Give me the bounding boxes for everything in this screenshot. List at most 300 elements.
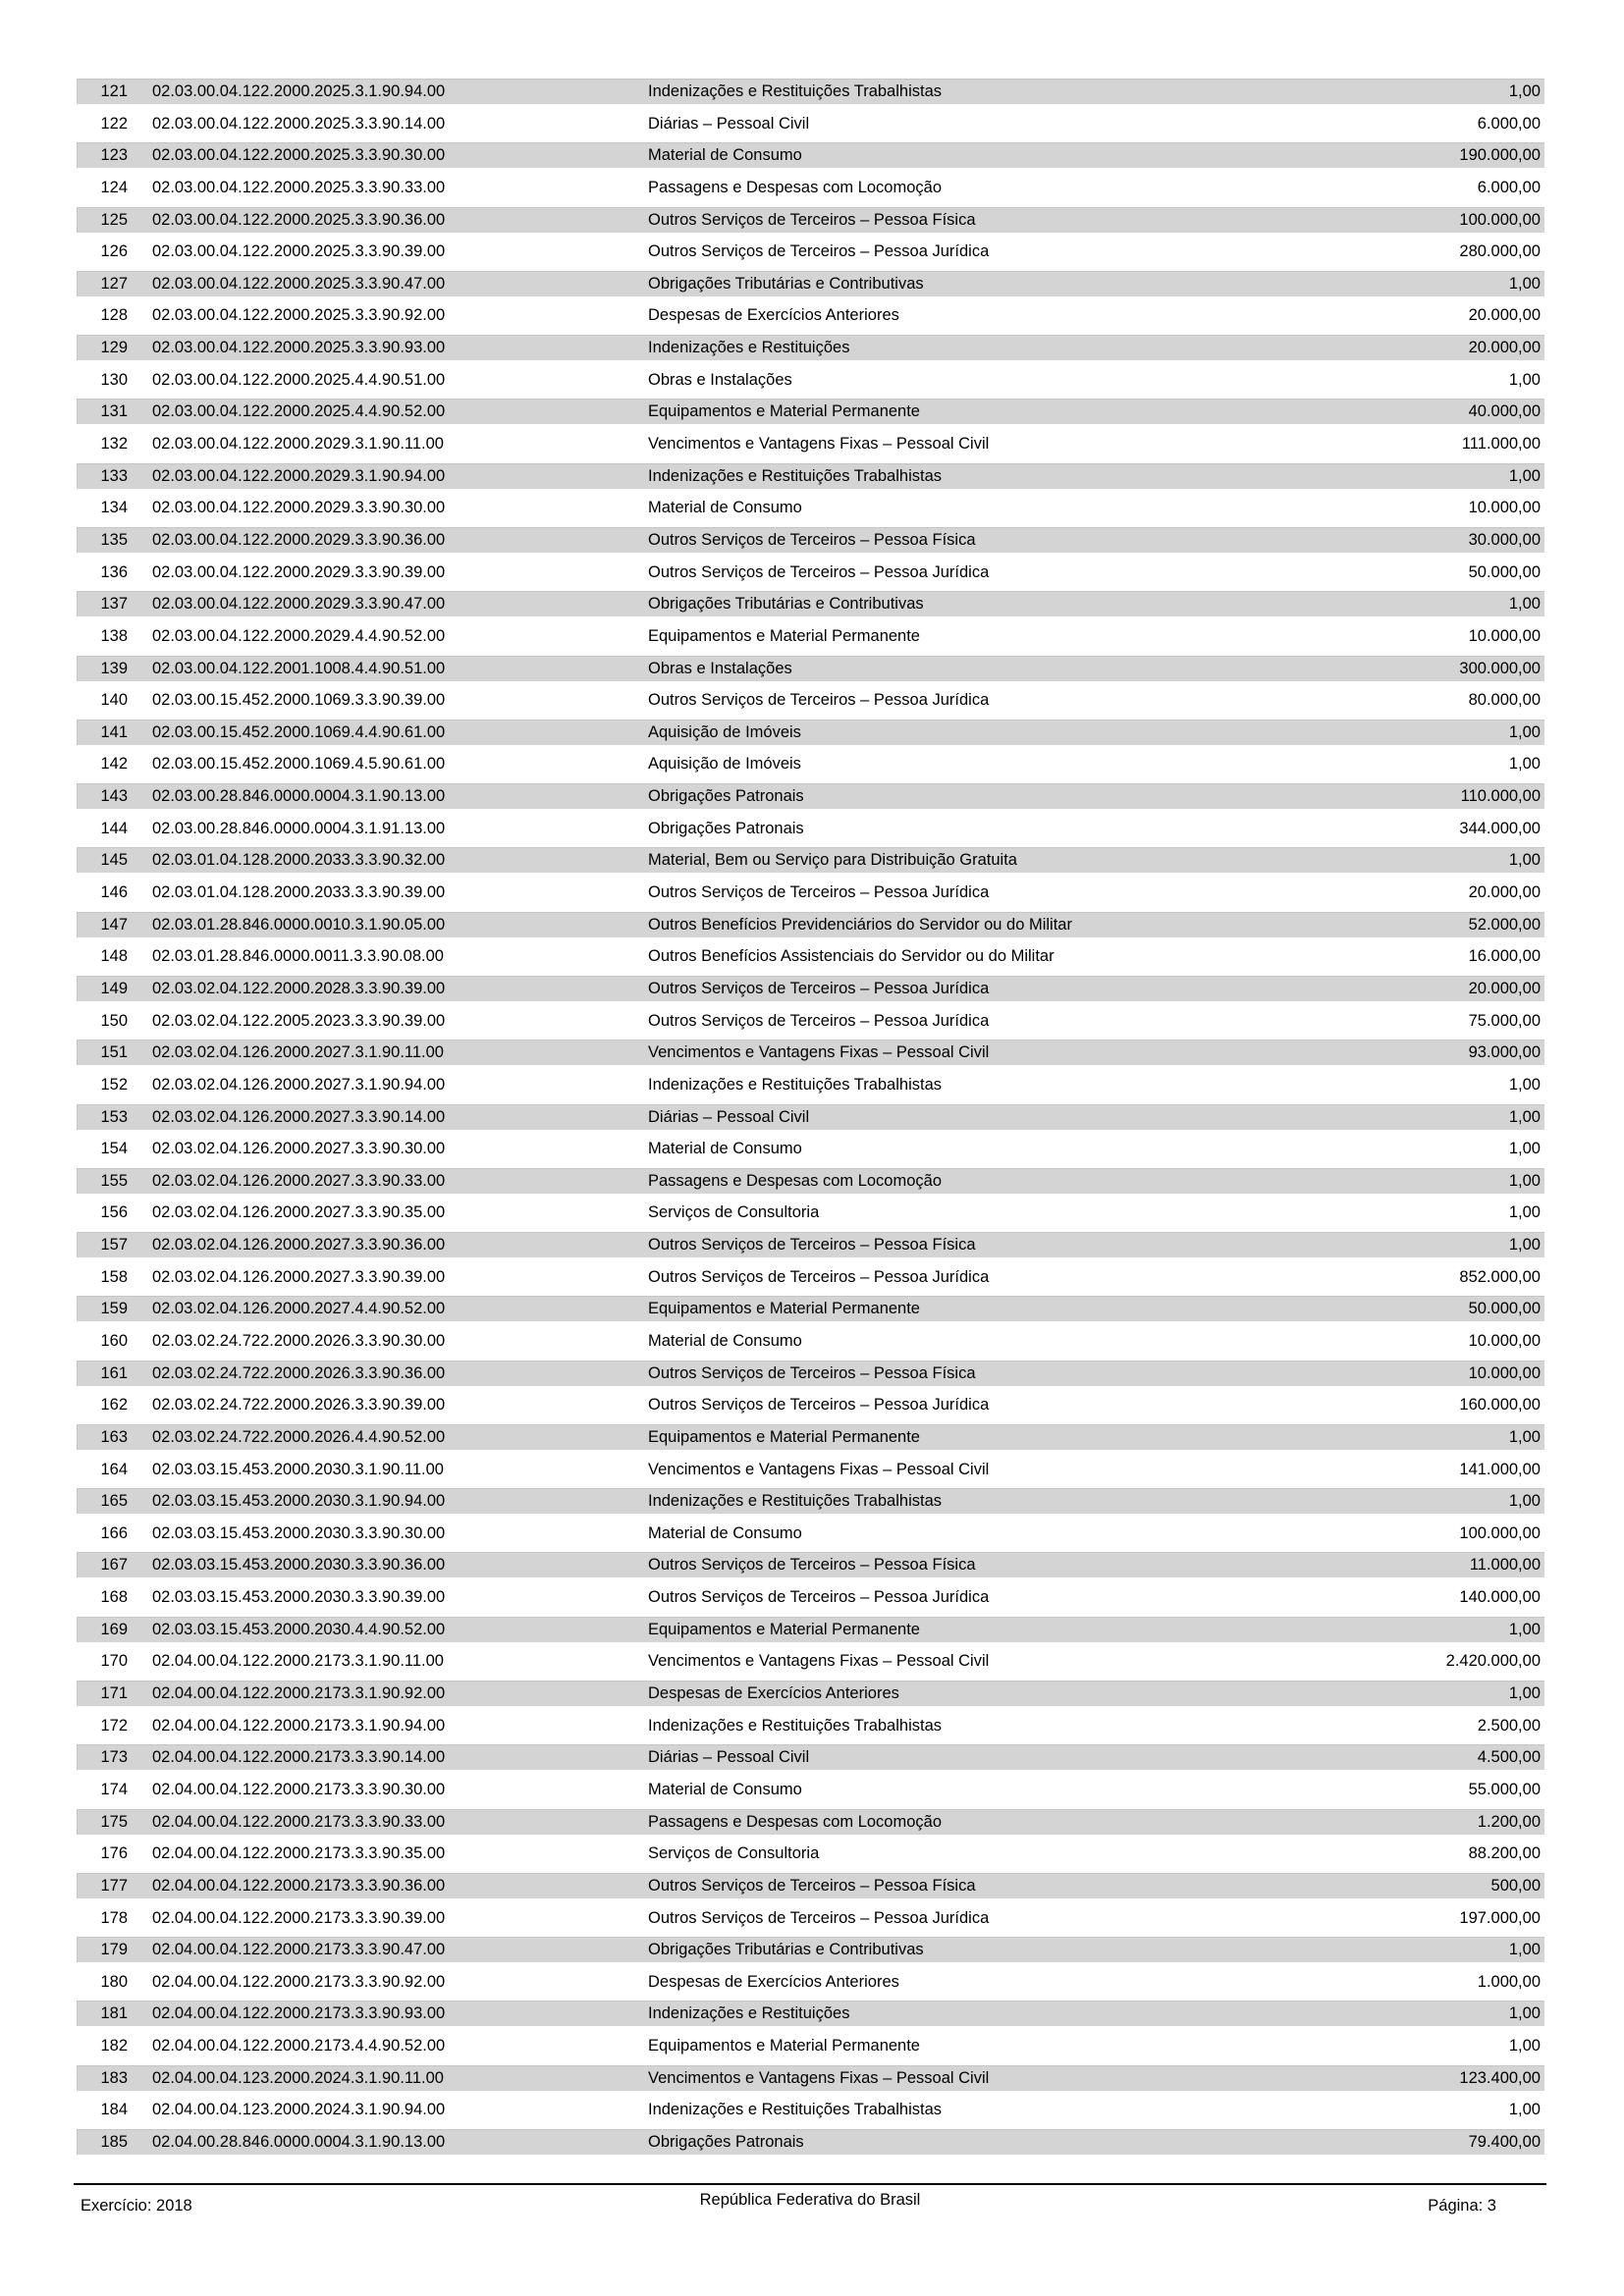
row-value: 500,00 — [1490, 1876, 1541, 1895]
row-value: 6.000,00 — [1477, 178, 1541, 196]
row-description: Outros Serviços de Terceiros – Pessoa Jurídica — [648, 1908, 990, 1927]
row-value: 197.000,00 — [1459, 1908, 1541, 1927]
row-description: Indenizações e Restituições Trabalhistas — [648, 1075, 942, 1094]
table-row — [77, 687, 1544, 713]
table-row — [77, 79, 1544, 104]
table-row — [77, 335, 1544, 360]
row-value: 4.500,00 — [1477, 1748, 1541, 1767]
row-code: 02.03.00.15.452.2000.1069.3.3.90.39.00 — [152, 691, 446, 710]
row-value: 2.420.000,00 — [1445, 1652, 1541, 1671]
row-description: Passagens e Despesas com Locomoção — [648, 1171, 942, 1190]
row-code: 02.03.00.04.122.2000.2029.3.1.90.11.00 — [152, 435, 444, 454]
row-number: 121 — [100, 82, 128, 100]
table-row — [77, 1713, 1544, 1738]
row-code: 02.03.00.04.122.2000.2025.3.3.90.39.00 — [152, 242, 446, 261]
row-code: 02.03.01.28.846.0000.0011.3.3.90.08.00 — [152, 947, 444, 966]
row-number: 179 — [100, 1941, 128, 1959]
row-value: 1,00 — [1508, 595, 1541, 614]
row-value: 20.000,00 — [1468, 979, 1541, 997]
row-description: Outros Serviços de Terceiros – Pessoa Física — [648, 530, 976, 549]
row-description: Equipamentos e Material Permanente — [648, 1427, 920, 1446]
table-row — [77, 2001, 1544, 2026]
row-number: 172 — [100, 1716, 128, 1735]
row-value: 1,00 — [1508, 1236, 1541, 1255]
row-number: 149 — [100, 979, 128, 997]
row-code: 02.03.02.04.122.2000.2028.3.3.90.39.00 — [152, 979, 446, 997]
row-number: 128 — [100, 306, 128, 325]
row-value: 10.000,00 — [1468, 1363, 1541, 1382]
row-value: 1,00 — [1508, 1941, 1541, 1959]
table-row — [77, 751, 1544, 776]
table-row — [77, 1937, 1544, 1962]
row-code: 02.04.00.04.122.2000.2173.3.1.90.92.00 — [152, 1684, 446, 1703]
row-description: Serviços de Consultoria — [648, 1203, 820, 1222]
table-row — [77, 1648, 1544, 1674]
row-number: 134 — [100, 499, 128, 517]
row-value: 1,00 — [1508, 1203, 1541, 1222]
table-row — [77, 431, 1544, 456]
row-number: 182 — [100, 2037, 128, 2056]
row-number: 165 — [100, 1492, 128, 1511]
row-value: 300.000,00 — [1459, 659, 1541, 677]
table-row — [77, 207, 1544, 233]
row-value: 160.000,00 — [1459, 1396, 1541, 1415]
row-code: 02.03.03.15.453.2000.2030.3.3.90.30.00 — [152, 1523, 446, 1542]
row-number: 137 — [100, 595, 128, 614]
row-code: 02.03.00.04.122.2000.2025.3.3.90.93.00 — [152, 339, 446, 357]
row-number: 138 — [100, 626, 128, 645]
row-code: 02.03.03.15.453.2000.2030.3.1.90.11.00 — [152, 1460, 444, 1478]
row-description: Despesas de Exercícios Anteriores — [648, 306, 899, 325]
row-value: 1.000,00 — [1477, 1972, 1541, 1991]
row-number: 142 — [100, 755, 128, 774]
row-description: Outros Benefícios Previdenciários do Servidor ou do Militar — [648, 915, 1072, 934]
table-row — [77, 1104, 1544, 1130]
table-row — [77, 2065, 1544, 2091]
row-value: 1,00 — [1508, 2004, 1541, 2023]
row-code: 02.03.02.04.126.2000.2027.3.3.90.36.00 — [152, 1236, 446, 1255]
row-description: Despesas de Exercícios Anteriores — [648, 1972, 899, 1991]
row-description: Material de Consumo — [648, 1331, 802, 1350]
row-value: 1,00 — [1508, 1140, 1541, 1158]
row-number: 148 — [100, 947, 128, 966]
row-description: Obras e Instalações — [648, 659, 792, 677]
row-number: 168 — [100, 1588, 128, 1607]
row-value: 1,00 — [1508, 466, 1541, 485]
row-code: 02.03.00.04.122.2000.2025.3.3.90.33.00 — [152, 178, 446, 196]
row-number: 125 — [100, 210, 128, 229]
row-value: 40.000,00 — [1468, 402, 1541, 421]
table-row — [77, 1264, 1544, 1290]
row-description: Material de Consumo — [648, 1780, 802, 1798]
row-number: 176 — [100, 1844, 128, 1863]
footer-page-number: Página: 3 — [1428, 2197, 1496, 2215]
row-description: Outros Serviços de Terceiros – Pessoa Física — [648, 1363, 976, 1382]
row-description: Passagens e Despesas com Locomoção — [648, 1812, 942, 1831]
row-value: 79.400,00 — [1468, 2133, 1541, 2151]
row-code: 02.03.00.04.122.2000.2025.3.3.90.30.00 — [152, 146, 446, 165]
row-number: 158 — [100, 1267, 128, 1286]
row-code: 02.03.00.04.122.2000.2025.3.3.90.47.00 — [152, 274, 446, 293]
table-row — [77, 175, 1544, 200]
row-description: Equipamentos e Material Permanente — [648, 1300, 920, 1318]
table-row — [77, 495, 1544, 520]
row-code: 02.03.02.04.126.2000.2027.3.3.90.33.00 — [152, 1171, 446, 1190]
table-row — [77, 943, 1544, 969]
row-description: Outros Serviços de Terceiros – Pessoa Jurídica — [648, 242, 990, 261]
row-value: 1,00 — [1508, 370, 1541, 389]
row-value: 344.000,00 — [1459, 819, 1541, 837]
row-number: 181 — [100, 2004, 128, 2023]
row-description: Vencimentos e Vantagens Fixas – Pessoal Civil — [648, 1652, 990, 1671]
row-description: Obrigações Patronais — [648, 819, 804, 837]
row-code: 02.04.00.04.122.2000.2173.3.3.90.35.00 — [152, 1844, 446, 1863]
table-row — [77, 1392, 1544, 1417]
footer-exercise-label: Exercício: 2018 — [81, 2197, 192, 2215]
row-code: 02.04.00.04.122.2000.2173.3.3.90.93.00 — [152, 2004, 446, 2023]
row-code: 02.03.02.04.122.2005.2023.3.3.90.39.00 — [152, 1011, 446, 1030]
row-description: Indenizações e Restituições Trabalhistas — [648, 1492, 942, 1511]
row-number: 132 — [100, 435, 128, 454]
row-value: 140.000,00 — [1459, 1588, 1541, 1607]
table-row — [77, 1136, 1544, 1161]
row-value: 55.000,00 — [1468, 1780, 1541, 1798]
row-value: 100.000,00 — [1459, 210, 1541, 229]
row-number: 130 — [100, 370, 128, 389]
row-value: 11.000,00 — [1469, 1556, 1541, 1575]
row-value: 16.000,00 — [1468, 947, 1541, 966]
table-row — [77, 142, 1544, 168]
table-row — [77, 847, 1544, 873]
row-code: 02.04.00.04.122.2000.2173.3.3.90.92.00 — [152, 1972, 446, 1991]
row-description: Material, Bem ou Serviço para Distribuição Gratuita — [648, 851, 1017, 870]
row-number: 144 — [100, 819, 128, 837]
row-code: 02.03.02.04.126.2000.2027.3.1.90.94.00 — [152, 1075, 446, 1094]
row-code: 02.03.02.24.722.2000.2026.3.3.90.36.00 — [152, 1363, 446, 1382]
row-number: 146 — [100, 883, 128, 902]
row-code: 02.03.02.24.722.2000.2026.3.3.90.39.00 — [152, 1396, 446, 1415]
row-code: 02.03.01.28.846.0000.0010.3.1.90.05.00 — [152, 915, 446, 934]
row-number: 133 — [100, 466, 128, 485]
table-row — [77, 1681, 1544, 1706]
row-description: Outros Benefícios Assistenciais do Servidor ou do Militar — [648, 947, 1055, 966]
budget-table — [77, 79, 1544, 2162]
row-number: 161 — [100, 1363, 128, 1382]
footer-divider — [74, 2183, 1546, 2185]
row-description: Diárias – Pessoal Civil — [648, 1107, 810, 1126]
row-code: 02.03.00.28.846.0000.0004.3.1.90.13.00 — [152, 787, 446, 806]
row-value: 141.000,00 — [1459, 1460, 1541, 1478]
row-code: 02.04.00.04.122.2000.2173.3.3.90.47.00 — [152, 1941, 446, 1959]
row-value: 1,00 — [1508, 1427, 1541, 1446]
row-value: 10.000,00 — [1468, 1331, 1541, 1350]
row-number: 162 — [100, 1396, 128, 1415]
row-code: 02.03.00.04.122.2000.2029.3.3.90.39.00 — [152, 562, 446, 581]
row-code: 02.03.01.04.128.2000.2033.3.3.90.32.00 — [152, 851, 446, 870]
row-code: 02.03.00.04.122.2000.2029.3.3.90.30.00 — [152, 499, 446, 517]
row-description: Outros Serviços de Terceiros – Pessoa Física — [648, 1556, 976, 1575]
table-row — [77, 1777, 1544, 1802]
row-number: 183 — [100, 2068, 128, 2087]
row-value: 110.000,00 — [1460, 787, 1541, 806]
row-number: 160 — [100, 1331, 128, 1350]
row-description: Vencimentos e Vantagens Fixas – Pessoal Civil — [648, 435, 990, 454]
row-number: 177 — [100, 1876, 128, 1895]
row-value: 1,00 — [1508, 1684, 1541, 1703]
table-row — [77, 1361, 1544, 1386]
row-code: 02.04.00.04.122.2000.2173.3.3.90.14.00 — [152, 1748, 446, 1767]
table-row — [77, 816, 1544, 841]
row-description: Indenizações e Restituições Trabalhistas — [648, 1716, 942, 1735]
row-code: 02.03.00.04.122.2000.2029.4.4.90.52.00 — [152, 626, 446, 645]
row-description: Indenizações e Restituições Trabalhistas — [648, 2101, 942, 2119]
row-number: 167 — [100, 1556, 128, 1575]
table-row — [77, 1488, 1544, 1514]
row-description: Obrigações Tributárias e Contributivas — [648, 595, 924, 614]
row-description: Material de Consumo — [648, 499, 802, 517]
row-description: Passagens e Despesas com Locomoção — [648, 178, 942, 196]
table-row — [77, 1424, 1544, 1450]
row-value: 50.000,00 — [1468, 1300, 1541, 1318]
table-row — [77, 463, 1544, 489]
row-code: 02.04.00.04.122.2000.2173.3.3.90.39.00 — [152, 1908, 446, 1927]
row-code: 02.03.02.04.126.2000.2027.3.3.90.35.00 — [152, 1203, 446, 1222]
row-code: 02.03.03.15.453.2000.2030.3.3.90.36.00 — [152, 1556, 446, 1575]
table-row — [77, 656, 1544, 681]
table-row — [77, 1008, 1544, 1034]
row-description: Equipamentos e Material Permanente — [648, 626, 920, 645]
row-code: 02.04.00.04.122.2000.2173.3.3.90.36.00 — [152, 1876, 446, 1895]
row-description: Material de Consumo — [648, 146, 802, 165]
table-row — [77, 1584, 1544, 1610]
table-row — [77, 1873, 1544, 1898]
table-row — [77, 239, 1544, 264]
row-value: 1,00 — [1508, 851, 1541, 870]
row-code: 02.04.00.04.122.2000.2173.4.4.90.52.00 — [152, 2037, 446, 2056]
row-value: 52.000,00 — [1468, 915, 1541, 934]
row-number: 185 — [100, 2133, 128, 2151]
row-code: 02.04.00.04.122.2000.2173.3.3.90.33.00 — [152, 1812, 446, 1831]
row-description: Outros Serviços de Terceiros – Pessoa Jurídica — [648, 1267, 990, 1286]
row-value: 50.000,00 — [1468, 562, 1541, 581]
row-number: 140 — [100, 691, 128, 710]
row-description: Outros Serviços de Terceiros – Pessoa Jurídica — [648, 979, 990, 997]
row-code: 02.03.02.24.722.2000.2026.4.4.90.52.00 — [152, 1427, 446, 1446]
table-row — [77, 1744, 1544, 1770]
row-value: 10.000,00 — [1468, 499, 1541, 517]
row-description: Indenizações e Restituições Trabalhistas — [648, 82, 942, 100]
row-code: 02.04.00.04.122.2000.2173.3.1.90.11.00 — [152, 1652, 444, 1671]
table-row — [77, 1841, 1544, 1866]
row-value: 1,00 — [1508, 1107, 1541, 1126]
row-code: 02.03.02.24.722.2000.2026.3.3.90.30.00 — [152, 1331, 446, 1350]
row-code: 02.03.01.04.128.2000.2033.3.3.90.39.00 — [152, 883, 446, 902]
row-description: Equipamentos e Material Permanente — [648, 402, 920, 421]
row-value: 6.000,00 — [1477, 114, 1541, 133]
row-description: Aquisição de Imóveis — [648, 755, 801, 774]
row-code: 02.03.00.15.452.2000.1069.4.5.90.61.00 — [152, 755, 446, 774]
table-row — [77, 2097, 1544, 2122]
row-number: 164 — [100, 1460, 128, 1478]
footer-republic-label: República Federativa do Brasil — [699, 2191, 921, 2209]
row-code: 02.03.00.15.452.2000.1069.4.4.90.61.00 — [152, 722, 446, 741]
row-value: 30.000,00 — [1468, 530, 1541, 549]
row-number: 124 — [100, 178, 128, 196]
row-value: 20.000,00 — [1468, 306, 1541, 325]
row-value: 20.000,00 — [1468, 339, 1541, 357]
table-row — [77, 527, 1544, 553]
row-value: 2.500,00 — [1477, 1716, 1541, 1735]
table-row — [77, 111, 1544, 136]
row-description: Obrigações Patronais — [648, 2133, 804, 2151]
row-code: 02.03.00.04.122.2000.2025.4.4.90.52.00 — [152, 402, 446, 421]
row-code: 02.03.02.04.126.2000.2027.4.4.90.52.00 — [152, 1300, 446, 1318]
row-code: 02.03.00.04.122.2001.1008.4.4.90.51.00 — [152, 659, 446, 677]
table-row — [77, 1040, 1544, 1065]
table-row — [77, 1969, 1544, 1995]
row-code: 02.03.03.15.453.2000.2030.3.1.90.94.00 — [152, 1492, 446, 1511]
row-number: 126 — [100, 242, 128, 261]
table-row — [77, 1200, 1544, 1225]
row-number: 131 — [100, 402, 128, 421]
row-description: Obras e Instalações — [648, 370, 792, 389]
row-code: 02.03.00.04.122.2000.2029.3.1.90.94.00 — [152, 466, 446, 485]
table-row — [77, 2033, 1544, 2058]
row-number: 129 — [100, 339, 128, 357]
row-description: Outros Serviços de Terceiros – Pessoa Jurídica — [648, 883, 990, 902]
row-description: Vencimentos e Vantagens Fixas – Pessoal Civil — [648, 1043, 990, 1062]
row-value: 280.000,00 — [1459, 242, 1541, 261]
row-number: 151 — [100, 1043, 128, 1062]
row-code: 02.04.00.28.846.0000.0004.3.1.90.13.00 — [152, 2133, 446, 2151]
row-value: 1,00 — [1508, 1171, 1541, 1190]
table-row — [77, 623, 1544, 649]
row-code: 02.04.00.04.122.2000.2173.3.3.90.30.00 — [152, 1780, 446, 1798]
row-code: 02.04.00.04.122.2000.2173.3.1.90.94.00 — [152, 1716, 446, 1735]
row-value: 1,00 — [1508, 2101, 1541, 2119]
row-number: 180 — [100, 1972, 128, 1991]
table-row — [77, 1232, 1544, 1257]
row-number: 156 — [100, 1203, 128, 1222]
table-row — [77, 591, 1544, 616]
row-description: Obrigações Tributárias e Contributivas — [648, 1941, 924, 1959]
row-number: 145 — [100, 851, 128, 870]
row-number: 136 — [100, 562, 128, 581]
row-number: 166 — [100, 1523, 128, 1542]
row-number: 178 — [100, 1908, 128, 1927]
row-number: 141 — [100, 722, 128, 741]
row-value: 10.000,00 — [1468, 626, 1541, 645]
table-row — [77, 271, 1544, 296]
row-value: 1,00 — [1508, 274, 1541, 293]
row-code: 02.03.00.04.122.2000.2025.3.3.90.92.00 — [152, 306, 446, 325]
table-row — [77, 720, 1544, 745]
row-description: Aquisição de Imóveis — [648, 722, 801, 741]
row-value: 75.000,00 — [1468, 1011, 1541, 1030]
row-value: 1,00 — [1508, 2037, 1541, 2056]
row-description: Outros Serviços de Terceiros – Pessoa Jurídica — [648, 691, 990, 710]
row-code: 02.03.03.15.453.2000.2030.3.3.90.39.00 — [152, 1588, 446, 1607]
table-row — [77, 399, 1544, 424]
row-description: Despesas de Exercícios Anteriores — [648, 1684, 899, 1703]
row-code: 02.03.00.04.122.2000.2025.4.4.90.51.00 — [152, 370, 446, 389]
row-description: Outros Serviços de Terceiros – Pessoa Jurídica — [648, 562, 990, 581]
table-row — [77, 1809, 1544, 1835]
table-row — [77, 1457, 1544, 1482]
row-value: 100.000,00 — [1459, 1523, 1541, 1542]
table-row — [77, 2129, 1544, 2155]
row-number: 122 — [100, 114, 128, 133]
row-description: Outros Serviços de Terceiros – Pessoa Física — [648, 1236, 976, 1255]
row-number: 153 — [100, 1107, 128, 1126]
row-description: Serviços de Consultoria — [648, 1844, 820, 1863]
table-row — [77, 302, 1544, 328]
row-number: 139 — [100, 659, 128, 677]
row-value: 852.000,00 — [1459, 1267, 1541, 1286]
row-value: 1,00 — [1508, 1492, 1541, 1511]
row-value: 1,00 — [1508, 1075, 1541, 1094]
table-row — [77, 1328, 1544, 1354]
row-description: Obrigações Tributárias e Contributivas — [648, 274, 924, 293]
row-description: Outros Serviços de Terceiros – Pessoa Jurídica — [648, 1588, 990, 1607]
row-code: 02.03.02.04.126.2000.2027.3.1.90.11.00 — [152, 1043, 444, 1062]
row-value: 111.000,00 — [1461, 435, 1541, 454]
table-row — [77, 1072, 1544, 1097]
row-number: 143 — [100, 787, 128, 806]
table-row — [77, 1617, 1544, 1642]
row-description: Indenizações e Restituições Trabalhistas — [648, 466, 942, 485]
table-row — [77, 1168, 1544, 1194]
row-code: 02.03.03.15.453.2000.2030.4.4.90.52.00 — [152, 1620, 446, 1638]
row-number: 123 — [100, 146, 128, 165]
row-description: Diárias – Pessoal Civil — [648, 1748, 810, 1767]
row-value: 1,00 — [1508, 82, 1541, 100]
row-number: 171 — [100, 1684, 128, 1703]
table-row — [77, 560, 1544, 585]
row-value: 1.200,00 — [1477, 1812, 1541, 1831]
row-number: 152 — [100, 1075, 128, 1094]
row-number: 127 — [100, 274, 128, 293]
table-row — [77, 976, 1544, 1001]
row-description: Vencimentos e Vantagens Fixas – Pessoal Civil — [648, 1460, 990, 1478]
table-row — [77, 1521, 1544, 1546]
table-row — [77, 880, 1544, 905]
row-number: 163 — [100, 1427, 128, 1446]
row-value: 1,00 — [1508, 755, 1541, 774]
row-description: Outros Serviços de Terceiros – Pessoa Jurídica — [648, 1011, 990, 1030]
row-number: 135 — [100, 530, 128, 549]
table-row — [77, 1296, 1544, 1321]
row-code: 02.03.00.04.122.2000.2025.3.3.90.14.00 — [152, 114, 446, 133]
row-description: Material de Consumo — [648, 1140, 802, 1158]
table-row — [77, 912, 1544, 937]
row-value: 1,00 — [1508, 1620, 1541, 1638]
row-code: 02.03.02.04.126.2000.2027.3.3.90.30.00 — [152, 1140, 446, 1158]
row-number: 159 — [100, 1300, 128, 1318]
row-number: 150 — [100, 1011, 128, 1030]
row-number: 147 — [100, 915, 128, 934]
row-value: 93.000,00 — [1468, 1043, 1541, 1062]
row-number: 175 — [100, 1812, 128, 1831]
row-number: 173 — [100, 1748, 128, 1767]
row-description: Equipamentos e Material Permanente — [648, 1620, 920, 1638]
table-row — [77, 1552, 1544, 1577]
row-description: Outros Serviços de Terceiros – Pessoa Jurídica — [648, 1396, 990, 1415]
row-number: 169 — [100, 1620, 128, 1638]
row-code: 02.03.00.04.122.2000.2029.3.3.90.36.00 — [152, 530, 446, 549]
row-description: Vencimentos e Vantagens Fixas – Pessoal Civil — [648, 2068, 990, 2087]
row-description: Indenizações e Restituições — [648, 2004, 850, 2023]
